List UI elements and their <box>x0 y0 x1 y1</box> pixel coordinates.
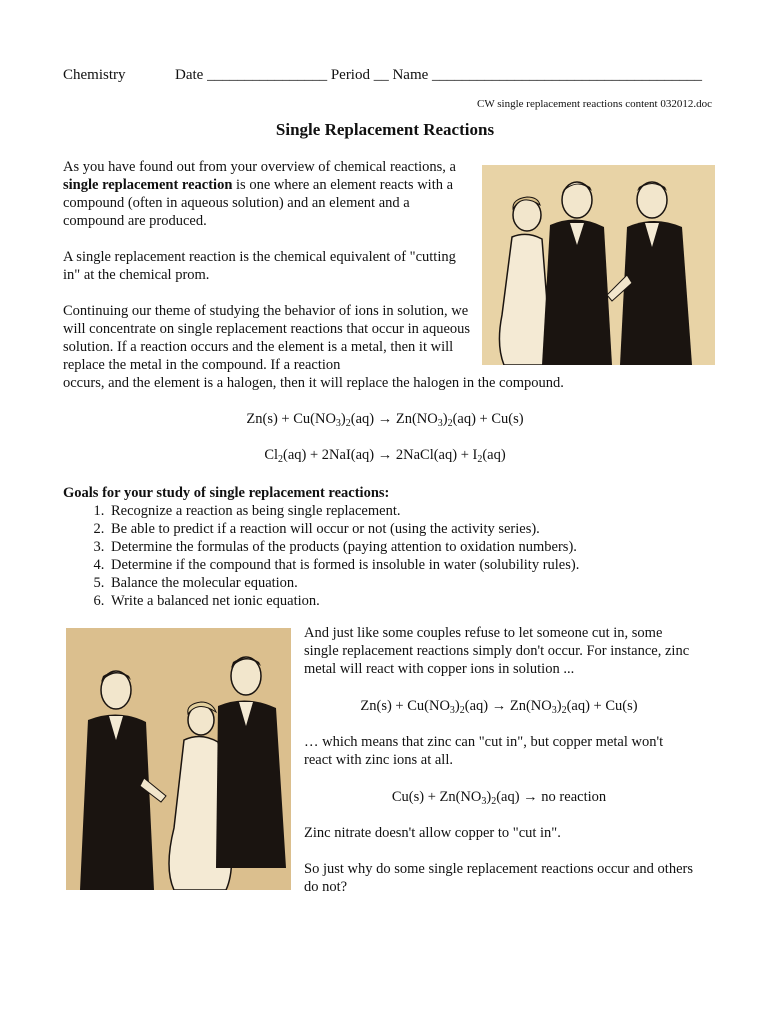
equation-zinc-copper-nitrate-2: $Zn(s) + Cu(NO_3)_2(aq) \to Zn(NO_3)_2(aq) + Cu(s)$ <box>360 698 638 716</box>
prom-cutting-in-illustration <box>482 165 715 365</box>
goal-item: 3. Determine the formulas of the products (paying attention to oxidation numbers). <box>108 538 683 556</box>
equation-zinc-copper-nitrate: $Zn(s) + Cu(NO_3)_2(aq) \to Zn(NO_3)_2(aq) + Cu(s)$ <box>246 411 524 429</box>
goals-section <box>63 484 683 610</box>
goals-title: Goals for your study of single replacement reactions: <box>63 485 390 501</box>
refuse-cut-in-paragraph: And just like some couples refuse to let someone cut in, some single replacement reactions simply don't occur. For instance, zinc metal will react with copper ions in solution ... <box>304 625 690 677</box>
couple-drawing <box>66 628 291 890</box>
subject-label: Chemistry <box>63 67 126 83</box>
intro-paragraph-3: Continuing our theme of studying the behavior of ions in solution, we will concentrate on single replacement reactions that occur in aqueous solution. If a reaction occurs and the element is a metal, then it will replace the metal in the compound. If a reaction <box>63 303 471 373</box>
equation-copper-zinc-nitrate: $Cu(s) + Zn(NO_3)_2(aq)$ → no reaction <box>391 789 607 807</box>
goal-item: 2. Be able to predict if a reaction will occur or not (using the activity series). <box>108 520 683 538</box>
page-title: Single Replacement Reactions <box>275 120 495 139</box>
goal-item: 1. Recognize a reaction as being single replacement. <box>108 502 683 520</box>
question-paragraph: So just why do some single replacement reactions occur and others do not? <box>304 861 693 895</box>
term-single-replacement: single replacement reaction <box>63 177 233 193</box>
zinc-cut-in-paragraph: … which means that zinc can "cut in", but copper metal won't react with zinc ions at all. <box>304 734 664 768</box>
goal-item: 6. Write a balanced net ionic equation. <box>108 592 683 610</box>
goals-list <box>63 502 683 610</box>
student-info-fields: Date ________________ Period __ Name ____________________________________ <box>175 67 703 83</box>
zinc-nitrate-paragraph: Zinc nitrate doesn't allow copper to "cut in". <box>304 825 561 841</box>
refused-cut-in-illustration <box>66 628 291 890</box>
intro-paragraph-1: As you have found out from your overview of chemical reactions, a single replacement reaction is one where an element reacts with a compound (often in aqueous solution) and an element and a compound are produced. <box>63 159 456 229</box>
goal-item: 4. Determine if the compound that is formed is insoluble in water (solubility rules). <box>108 556 683 574</box>
dancers-drawing <box>482 165 715 365</box>
intro-paragraph-2: A single replacement reaction is the chemical equivalent of "cutting in" at the chemical prom. <box>63 249 456 283</box>
equation-chlorine-sodium-iodide: $Cl_2(aq) + 2NaI(aq)$ → 2NaCl(aq) + $I_2(aq)$ <box>264 447 506 465</box>
document-filename: CW single replacement reactions content 032012.doc <box>476 98 712 110</box>
intro-paragraph-3-end: occurs, and the element is a halogen, then it will replace the halogen in the compound. <box>63 375 564 391</box>
goal-item: 5. Balance the molecular equation. <box>108 574 683 592</box>
